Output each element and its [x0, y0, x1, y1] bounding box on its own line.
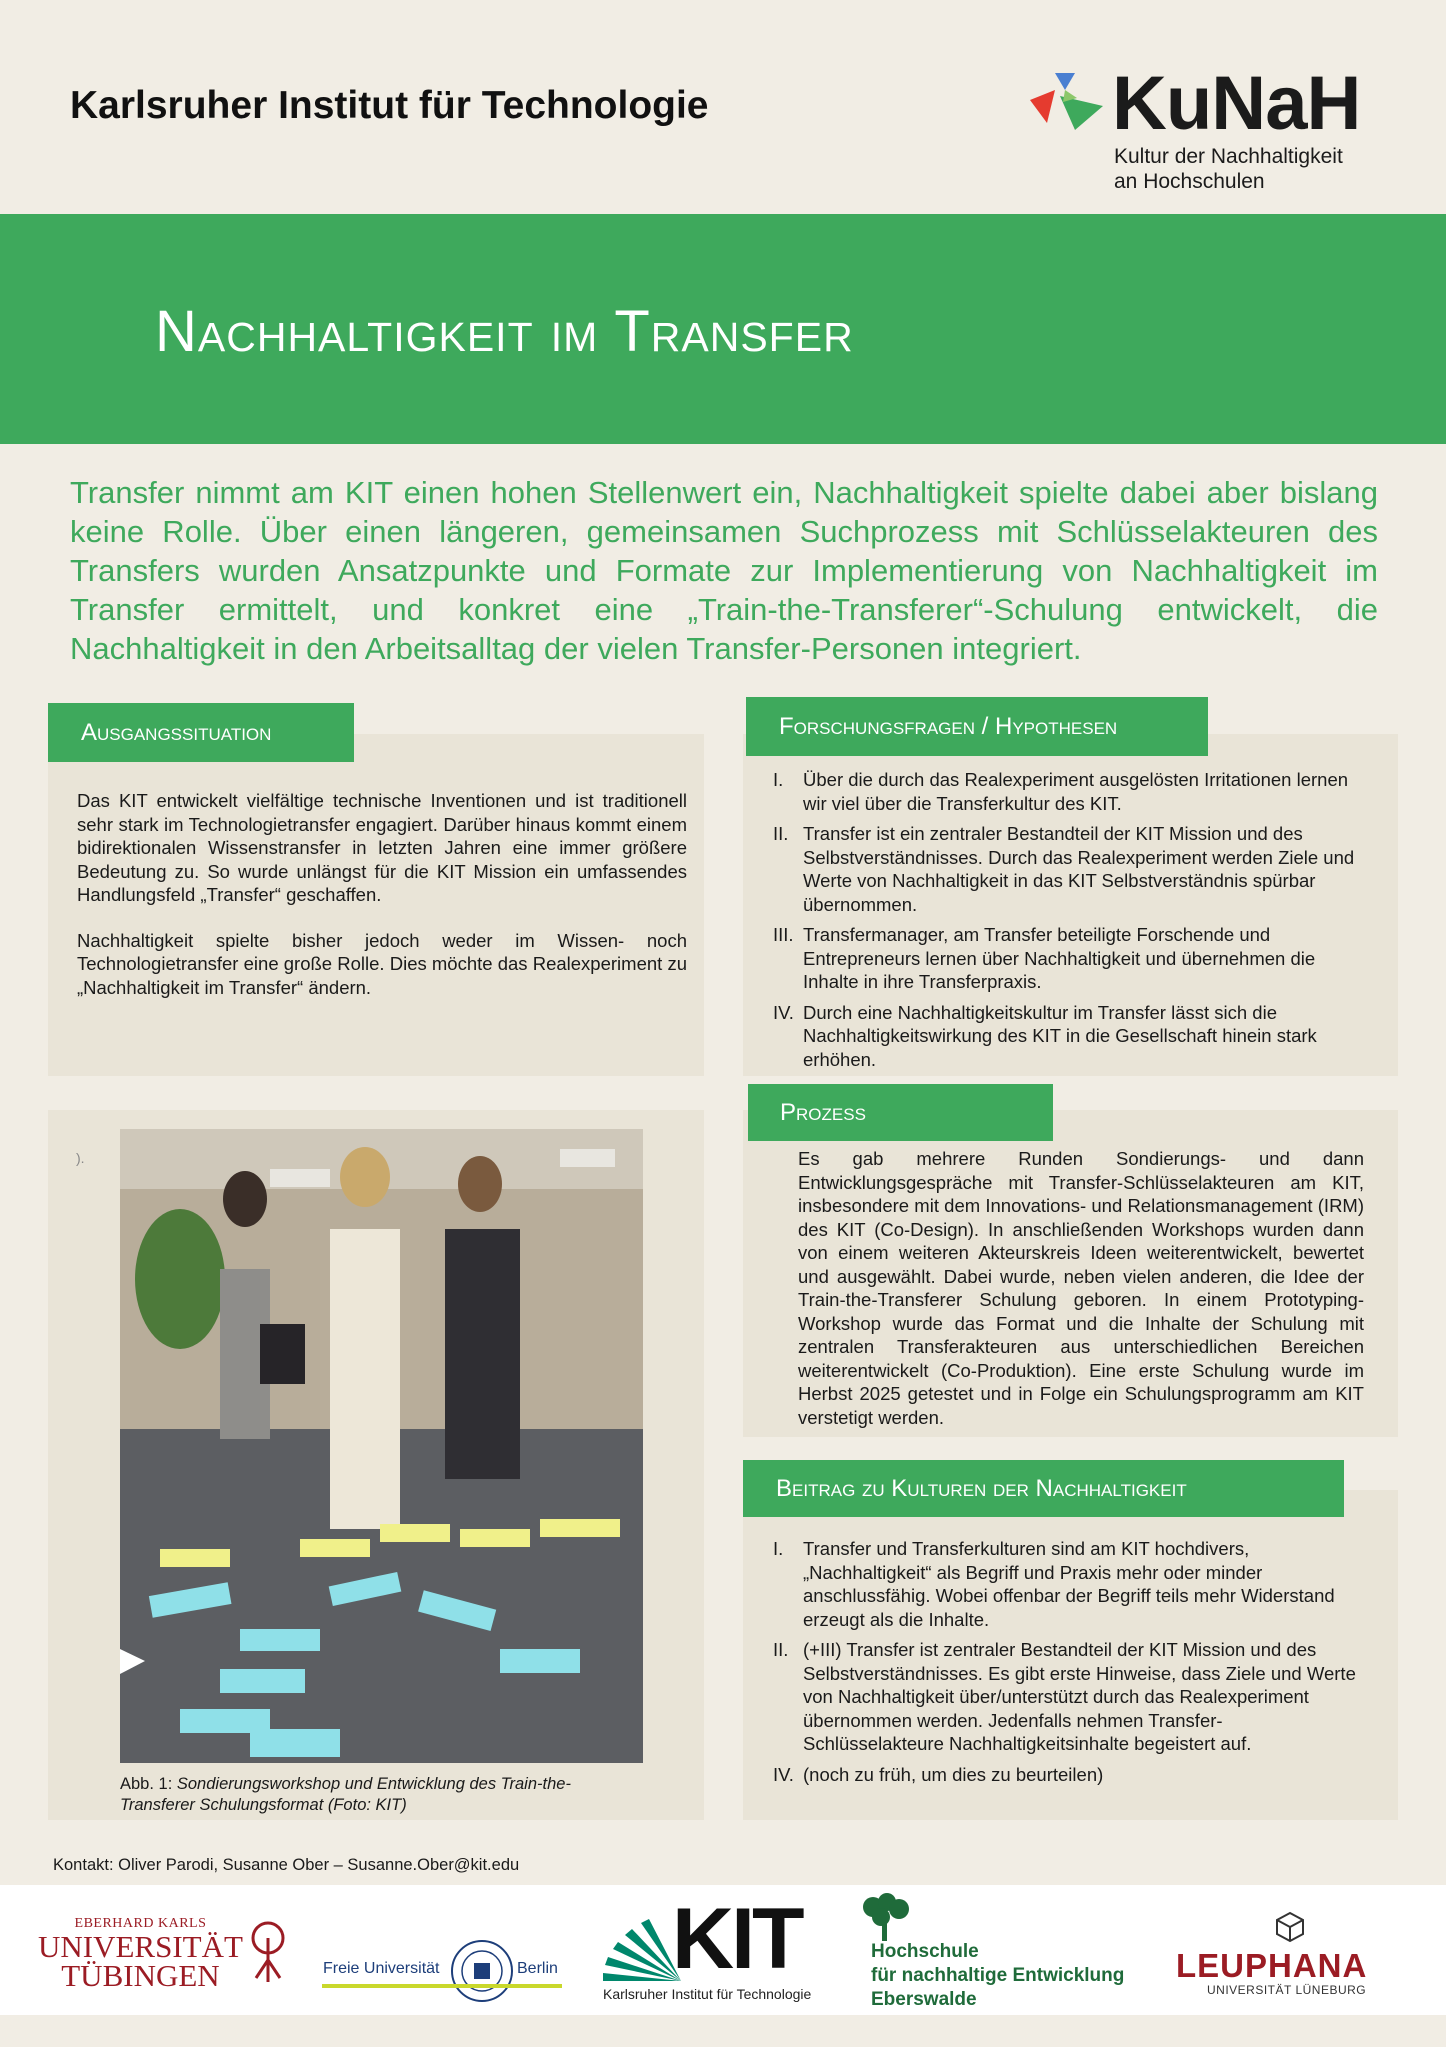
item-number: III.	[773, 924, 794, 945]
stray-mark: ).	[76, 1150, 85, 1166]
ausgangssituation-p2: Nachhaltigkeit spielte bisher jedoch weder im Wissen- noch Technologietransfer eine große Rolle. Dies möchte das Realexperiment zu „Nachhaltigkeit im Transfer“ ändern.	[77, 929, 687, 998]
beitrag-item	[773, 1638, 1361, 1756]
ausgangssituation-text	[77, 789, 687, 1021]
institution-title: Karlsruher Institut für Technologie	[70, 84, 709, 127]
tuebingen-line2: UNIVERSITÄT	[38, 1929, 243, 1964]
hnee-tree-icon	[857, 1893, 913, 1943]
poster-title: Nachhaltigkeit im Transfer	[155, 299, 854, 364]
kit-fan-icon	[603, 1913, 683, 1983]
contact-line: Kontakt: Oliver Parodi, Susanne Ober – Susanne.Ober@kit.edu	[53, 1856, 520, 1874]
forschungsfragen-heading: Forschungsfragen / Hypothesen	[746, 697, 1208, 756]
item-number: IV.	[773, 1763, 794, 1785]
photo-caption	[120, 1774, 640, 1816]
tuebingen-tree-icon	[250, 1920, 286, 1990]
item-text: (noch zu früh, um dies zu beurteilen)	[803, 1763, 1104, 1785]
caption-text: Sondierungsworkshop und Entwicklung des Train-the-Transferer Schulungsformat (Foto: KIT)	[120, 1775, 571, 1814]
leuphana-logo-word: LEUPHANA	[1176, 1947, 1368, 1984]
item-text: (+III) Transfer ist zentraler Bestandteil der KIT Mission und des Selbstverständnisses. Es gibt erste Hinweise, dass Ziele und Werte von Nachhaltigkeit über/unterstützt durch das Realexperiment übernommen werden. Jedenfalls nehmen Transfer-Schlüsselakteure Nachhaltigkeitsinhalte begeistert auf.	[803, 1639, 1356, 1754]
fu-berlin-right: Berlin	[517, 1960, 558, 1977]
forschungsfrage-item	[773, 923, 1361, 994]
kunah-logo-subtitle	[1114, 144, 1343, 194]
prozess-heading: Prozess	[748, 1084, 1053, 1141]
fu-berlin-logo	[323, 1960, 439, 1978]
forschungsfrage-item	[773, 1001, 1361, 1072]
caption-prefix: Abb. 1:	[120, 1775, 177, 1793]
item-number: II.	[773, 1639, 789, 1660]
ausgangssituation-p1: Das KIT entwickelt vielfältige technische Inventionen und ist traditionell sehr stark im Technologietransfer engagiert. Darüber hinaus kommt einem bidirektionalen Wissenstransfer in letzten Jahren eine immer größere Bedeutung zu. So wurde unlängst für die KIT Mission ein umfassendes Handlungsfeld „Transfer“ geschaffen.	[77, 790, 687, 905]
beitrag-item	[773, 1763, 1361, 1787]
fu-berlin-underline	[322, 1984, 562, 1988]
forschungsfrage-item	[773, 768, 1361, 815]
workshop-photo	[120, 1129, 643, 1763]
leuphana-cube-icon	[1274, 1911, 1306, 1943]
item-number: II.	[773, 823, 789, 844]
hnee-line2: für nachhaltige Entwicklung	[871, 1965, 1125, 1986]
item-text: Transfer ist ein zentraler Bestandteil der KIT Mission und des Selbstverständnisses. Durch das Realexperiment werden Ziele und Werte von Nachhaltigkeit in das KIT Selbstverständnis spürbar übernommen.	[803, 823, 1355, 915]
hnee-logo-text	[871, 1940, 1124, 2012]
hnee-line3: Eberswalde	[871, 1989, 977, 2010]
workshop-photo-illustration	[120, 1129, 643, 1763]
item-text: Über die durch das Realexperiment ausgelösten Irritationen lernen wir viel über die Transferkultur des KIT.	[803, 769, 1349, 814]
forschungsfragen-list	[773, 768, 1361, 1078]
item-text: Transfer und Transferkulturen sind am KIT hochdivers, „Nachhaltigkeit“ als Begriff und Praxis mehr oder minder anschlussfähig. Wobei offenbar der Begriff teils mehr Widerstand erzeugt als die Inhalte.	[803, 1538, 1335, 1630]
tuebingen-line1: EBERHARD KARLS	[74, 1916, 207, 1931]
kunah-sub-line2: an Hochschulen	[1114, 170, 1265, 193]
kunah-logo-mark	[1025, 68, 1105, 148]
beitrag-heading: Beitrag zu Kulturen der Nachhaltigkeit	[743, 1460, 1344, 1517]
item-text: Transfermanager, am Transfer beteiligte Forschende und Entrepreneurs lernen über Nachhaltigkeit und übernehmen die Inhalte in ihre Transferpraxis.	[803, 924, 1316, 992]
ausgangssituation-heading: Ausgangssituation	[48, 703, 354, 762]
kit-logo-word: KIT	[672, 1891, 802, 1987]
intro-paragraph: Transfer nimmt am KIT einen hohen Stellenwert ein, Nachhaltigkeit spielte dabei aber bislang keine Rolle. Über einen längeren, gemeinsamen Suchprozess mit Schlüsselakteuren des Transfers wurden Ansatzpunkte und Formate zur Implementierung von Nachhaltigkeit im Transfer ermittelt, und konkret eine „Train-the-Transferer“-Schulung entwickelt, die Nachhaltigkeit in den Arbeitsalltag der vielen Transfer-Personen integriert.	[70, 475, 1378, 666]
tuebingen-logo	[38, 1916, 243, 1993]
prozess-text: Es gab mehrere Runden Sondierungs- und dann Entwicklungsgespräche mit Transfer-Schlüsselakteuren am KIT, insbesondere mit dem Innovations- und Relationsmanagement (IRM) des KIT (Co-Design). In anschließenden Workshops wurden dann von einem weiteren Akteurskreis Ideen weiterentwickelt, bewertet und ausgewählt. Dabei wurde, neben vielen anderen, die Idee der Train-the-Transferer Schulung geboren. In einem Prototyping-Workshop wurde das Format und die Inhalte der Schulung mit zentralen Transferakteuren aus unterschiedlichen Bereichen weiterentwickelt (Co-Produktion). Eine erste Schulung wurde im Herbst 2025 getestet und in Folge ein Schulungsprogramm am KIT verstetigt werden.	[798, 1148, 1364, 1428]
hnee-line1: Hochschule	[871, 1941, 979, 1962]
tuebingen-line3: TÜBINGEN	[61, 1958, 220, 1993]
item-number: I.	[773, 769, 784, 790]
fu-berlin-left: Freie Universität	[323, 1960, 440, 1977]
beitrag-list	[773, 1537, 1361, 1793]
item-number: I.	[773, 1538, 784, 1559]
kunah-sub-line1: Kultur der Nachhaltigkeit	[1114, 145, 1343, 168]
forschungsfrage-item	[773, 822, 1361, 916]
footer-logos	[0, 1885, 1446, 2015]
fu-berlin-seal-icon	[450, 1939, 514, 2003]
item-number: IV.	[773, 1001, 794, 1023]
kunah-logo-word: KuNaH	[1112, 61, 1361, 146]
item-text: Durch eine Nachhaltigkeitskultur im Transfer lässt sich die Nachhaltigkeitswirkung des KIT in die Gesellschaft hinein stark erhöhen.	[803, 1001, 1317, 1070]
kit-logo-sub: Karlsruher Institut für Technologie	[603, 1986, 812, 2002]
beitrag-item	[773, 1537, 1361, 1631]
leuphana-logo-sub: UNIVERSITÄT LÜNEBURG	[1207, 1983, 1367, 1997]
